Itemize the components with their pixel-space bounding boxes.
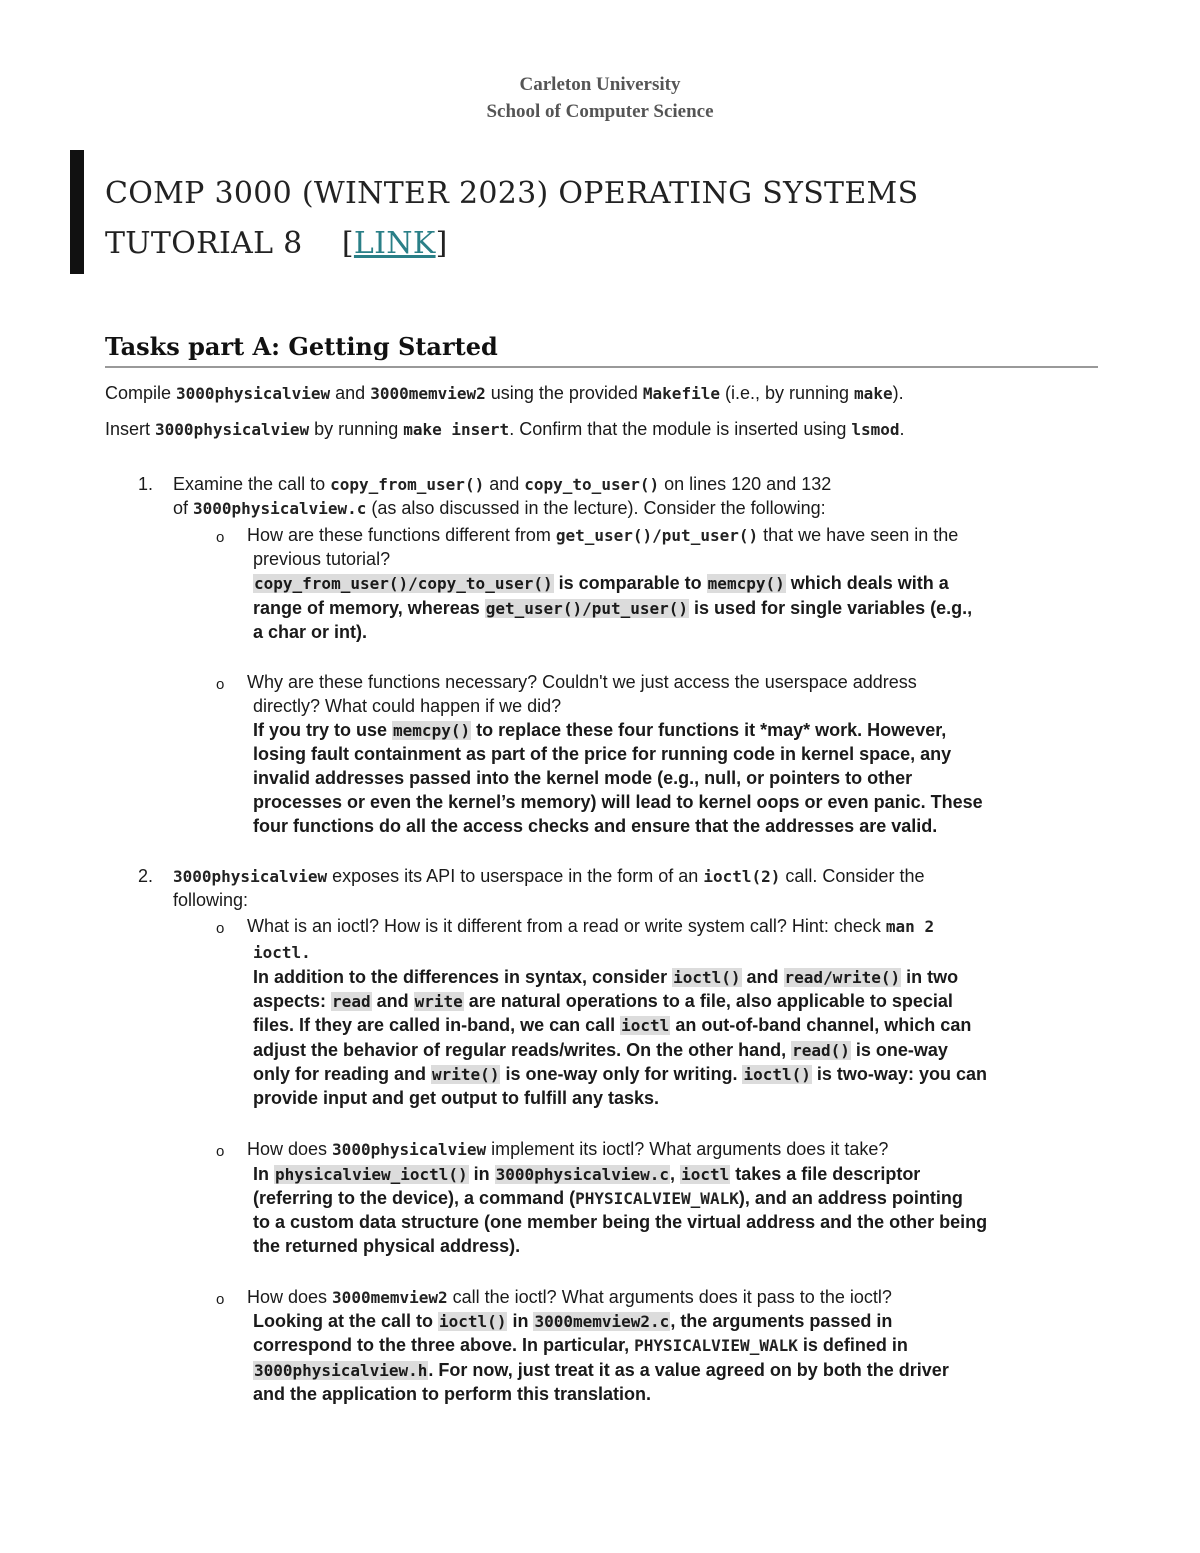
q2c-answer-line2: correspond to the three above. In particular, PHYSICALVIEW_WALK is defined in xyxy=(253,1335,908,1355)
q2a-question-line2: ioctl. xyxy=(253,943,311,962)
q1b-bullet: o xyxy=(216,676,225,693)
q2a-answer-line2: aspects: read and write are natural operations to a file, also applicable to special xyxy=(253,991,953,1011)
q1-text-line2: of 3000physicalview.c (as also discussed in the lecture). Consider the following: xyxy=(173,498,826,518)
q1b-question-line1: Why are these functions necessary? Couldn't we just access the userspace address xyxy=(247,672,917,692)
q1b-question-line2: directly? What could happen if we did? xyxy=(253,696,562,716)
q1a-question-line1: How are these functions different from get_user()/put_user() that we have seen in the xyxy=(247,525,959,545)
q2-text-line1: 3000physicalview exposes its API to userspace in the form of an ioctl(2) call. Consider the xyxy=(173,866,925,886)
university-name: Carleton University xyxy=(519,74,681,95)
tutorial-title xyxy=(105,226,448,261)
course-title: COMP 3000 (WINTER 2023) OPERATING SYSTEMS xyxy=(105,176,919,211)
q2a-answer-line4: adjust the behavior of regular reads/writes. On the other hand, read() is one-way xyxy=(253,1040,948,1060)
q2-number: 2. xyxy=(138,866,154,886)
q1-number: 1. xyxy=(138,474,154,494)
section-divider xyxy=(105,366,1098,368)
q1a-answer-line1: copy_from_user()/copy_to_user() is comparable to memcpy() which deals with a xyxy=(254,573,949,593)
q1b-answer-line1: If you try to use memcpy() to replace these four functions it *may* work. However, xyxy=(253,720,947,740)
link-bracket-open: [ xyxy=(341,226,354,261)
title-accent-bar xyxy=(70,150,84,274)
tutorial-link[interactable]: LINK xyxy=(353,226,436,261)
q1a-answer-line2: range of memory, whereas get_user()/put_user() is used for single variables (e.g., xyxy=(253,598,973,618)
q2c-answer-line3: 3000physicalview.h. For now, just treat it as a value agreed on by both the driver xyxy=(254,1360,949,1380)
q2-text-line2: following: xyxy=(173,890,249,910)
q1a-bullet: o xyxy=(216,529,225,546)
q2a-answer-line1: In addition to the differences in syntax, consider ioctl() and read/write() in two xyxy=(253,967,959,987)
q1b-answer-line3: invalid addresses passed into the kernel mode (e.g., null, or pointers to other xyxy=(253,768,913,788)
q2a-answer-line6: provide input and get output to fulfill any tasks. xyxy=(253,1088,660,1108)
q2b-bullet: o xyxy=(216,1143,225,1160)
section-heading: Tasks part A: Getting Started xyxy=(105,332,498,361)
school-name: School of Computer Science xyxy=(486,101,714,122)
q2a-answer-line5: only for reading and write() is one-way only for writing. ioctl() is two-way: you can xyxy=(253,1064,987,1084)
q1a-answer-line3: a char or int). xyxy=(253,622,368,642)
tutorial-label: TUTORIAL 8 xyxy=(105,226,303,261)
q2c-answer-line1: Looking at the call to ioctl() in 3000memview2.c, the arguments passed in xyxy=(253,1311,893,1331)
q2a-question-line1: What is an ioctl? How is it different from a read or write system call? Hint: check man 2 xyxy=(247,916,935,936)
q2c-answer-line4: and the application to perform this translation. xyxy=(253,1384,652,1404)
q1-text-line1: Examine the call to copy_from_user() and copy_to_user() on lines 120 and 132 xyxy=(173,474,832,494)
q2c-question-line1: How does 3000memview2 call the ioctl? What arguments does it pass to the ioctl? xyxy=(247,1287,892,1307)
q2b-answer-line4: the returned physical address). xyxy=(253,1236,521,1256)
q2b-answer-line3: to a custom data structure (one member being the virtual address and the other being xyxy=(253,1212,988,1232)
q1a-question-line2: previous tutorial? xyxy=(253,549,391,569)
q2a-answer-line3: files. If they are called in-band, we can call ioctl an out-of-band channel, which can xyxy=(253,1015,972,1035)
q1b-answer-line5: four functions do all the access checks and ensure that the addresses are valid. xyxy=(253,816,938,836)
link-bracket-close: ] xyxy=(435,226,448,261)
intro-insert: Insert 3000physicalview by running make insert. Confirm that the module is inserted using lsmod. xyxy=(105,419,905,439)
q2a-bullet: o xyxy=(216,920,225,937)
q2b-answer-line2: (referring to the device), a command (PHYSICALVIEW_WALK), and an address pointing xyxy=(253,1188,963,1208)
q2b-question-line1: How does 3000physicalview implement its ioctl? What arguments does it take? xyxy=(247,1139,889,1159)
q1b-answer-line4: processes or even the kernel’s memory) will lead to kernel oops or even panic. These xyxy=(253,792,983,812)
q1b-answer-line2: losing fault containment as part of the price for running code in kernel space, any xyxy=(253,744,952,764)
q2b-answer-line1: In physicalview_ioctl() in 3000physicalview.c, ioctl takes a file descriptor xyxy=(253,1164,921,1184)
intro-compile: Compile 3000physicalview and 3000memview2 using the provided Makefile (i.e., by running make). xyxy=(105,383,904,403)
q2c-bullet: o xyxy=(216,1291,225,1308)
